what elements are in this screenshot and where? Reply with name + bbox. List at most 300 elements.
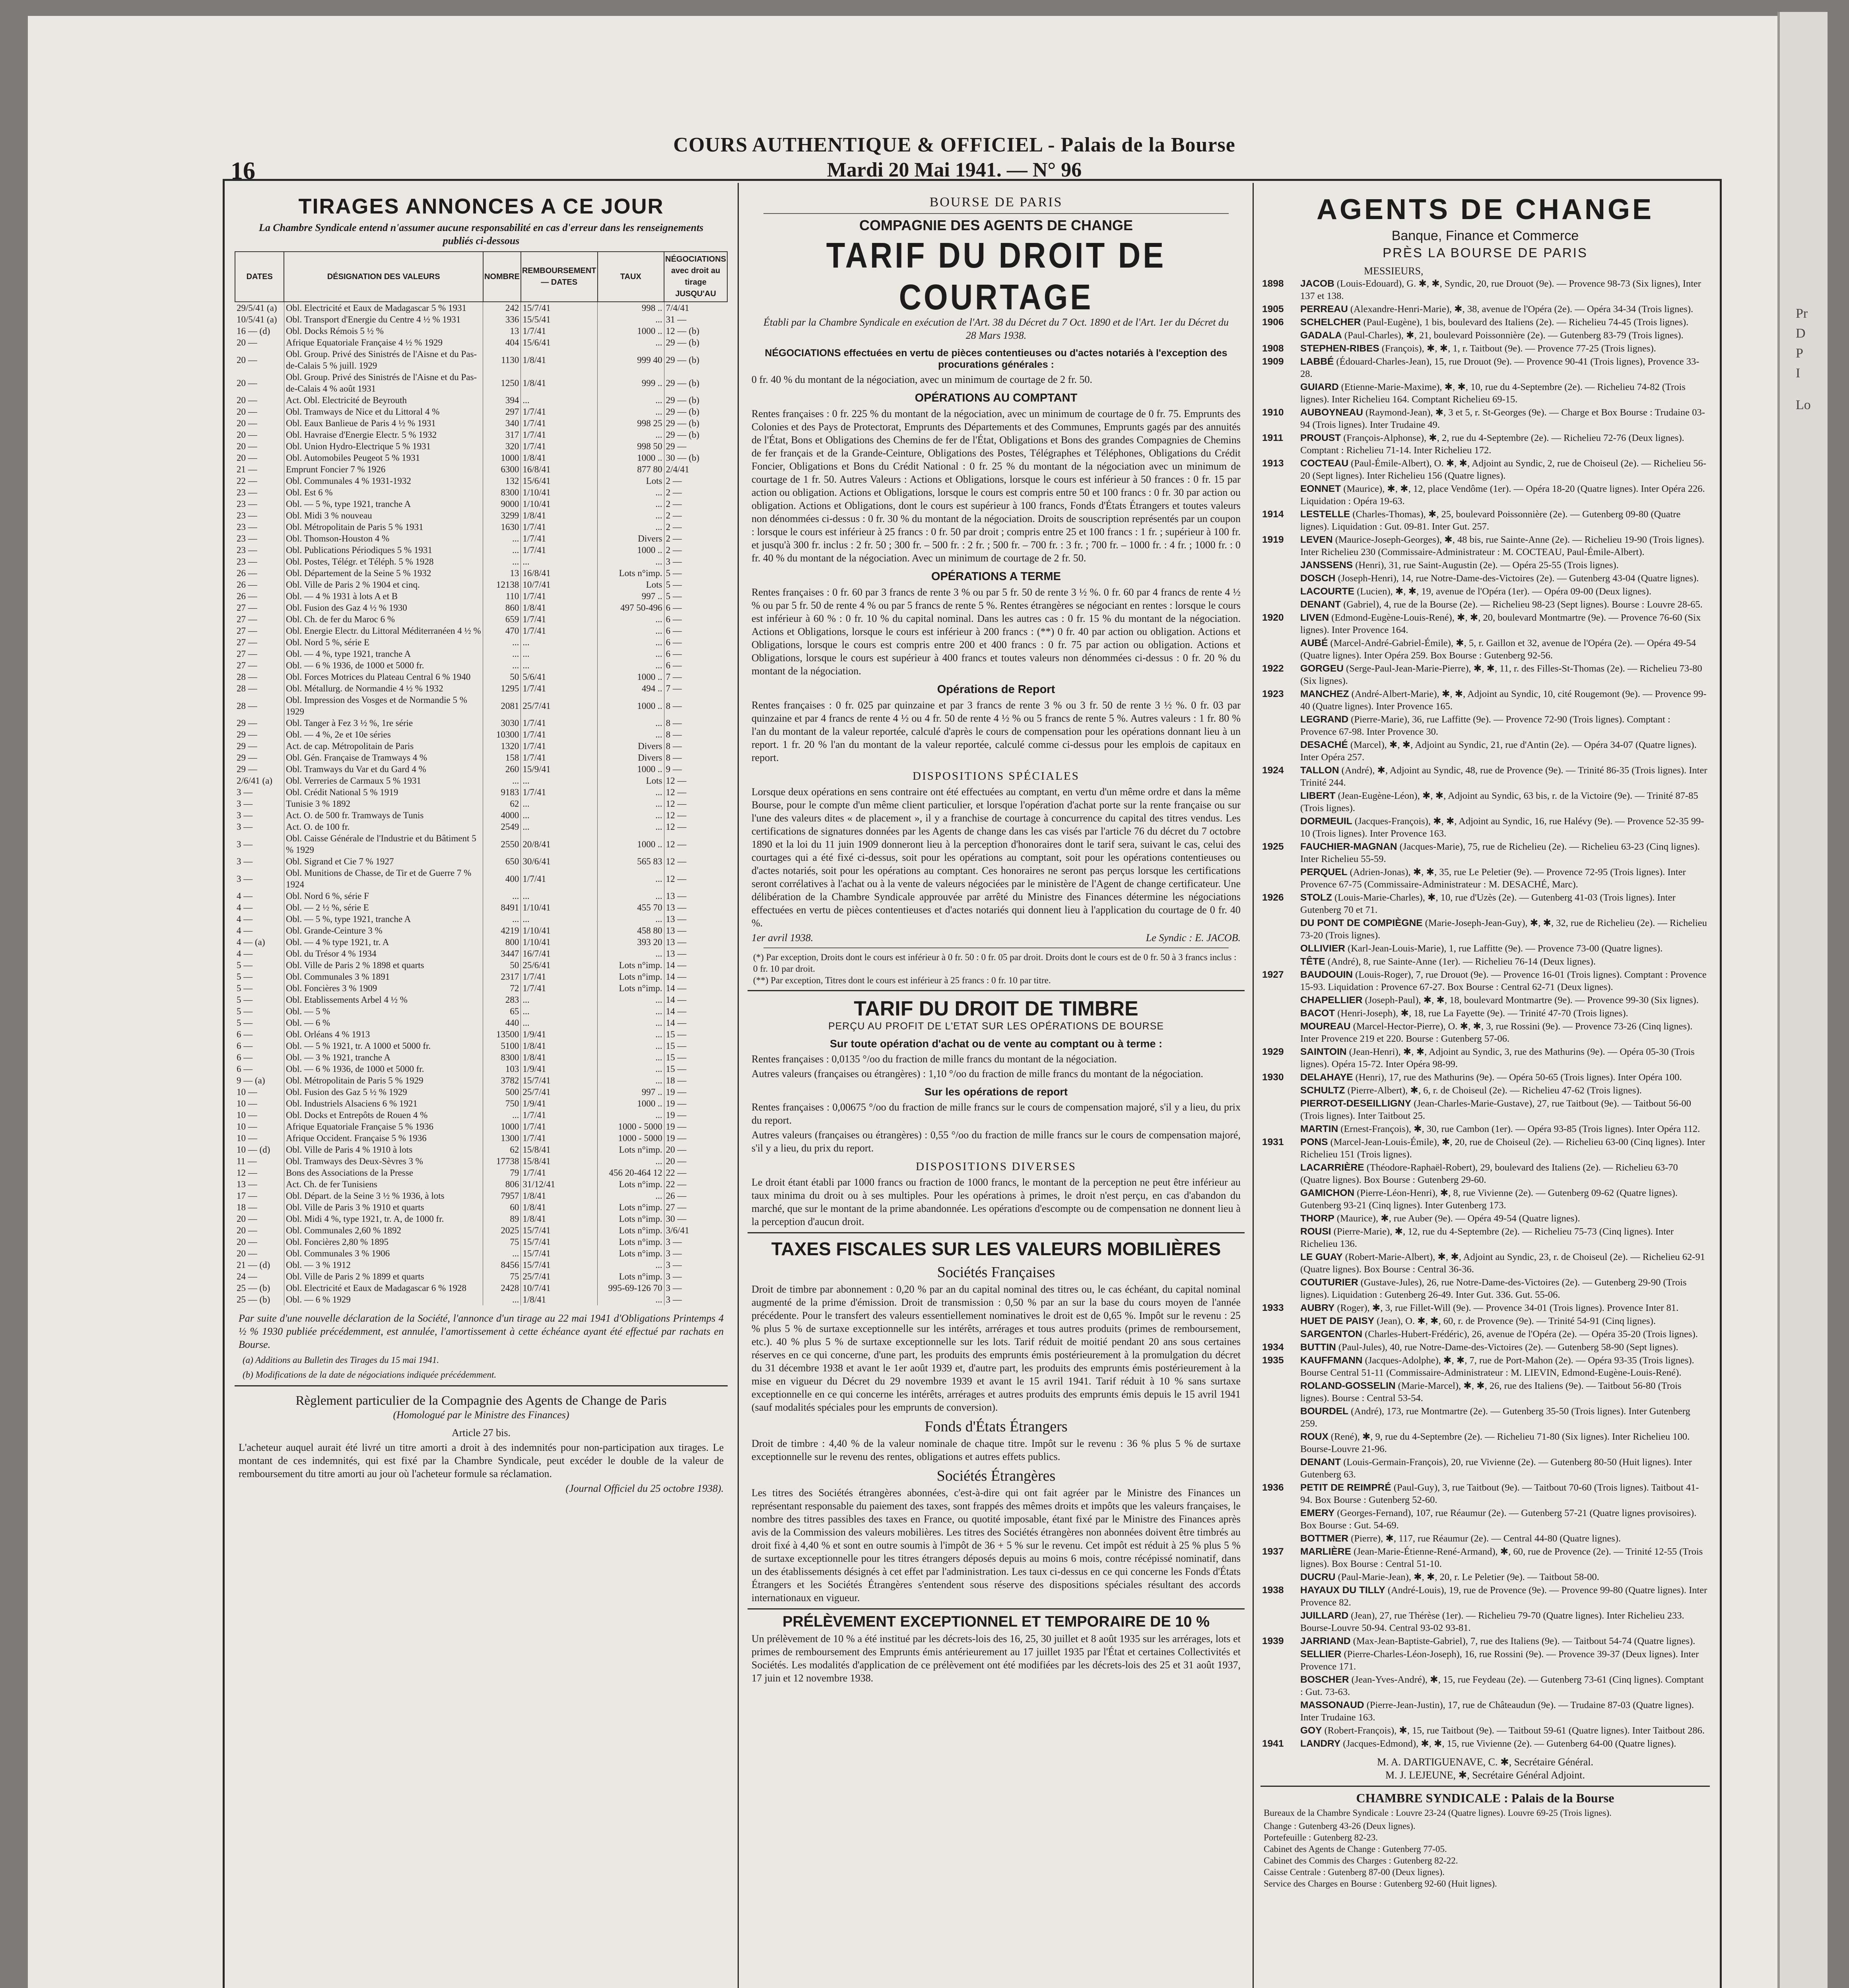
cell-taux: ... bbox=[598, 1259, 664, 1271]
courtage-date: 1er avril 1938. bbox=[752, 932, 814, 944]
table-row bbox=[235, 1225, 727, 1236]
cell-nombre: 75 bbox=[483, 1271, 521, 1282]
agent-year: 1926 bbox=[1262, 892, 1284, 903]
agent-details: (Marcel-André-Gabriel-Émile), ✱, 5, r. Gaillon et 32, avenue de l'Opéra (2e). — Opéra 49-54 (Quatre lignes). Inter Opéra 259. Box Bourse : Gutenberg 92-56. bbox=[1300, 638, 1696, 661]
table-row bbox=[235, 982, 727, 994]
list-item bbox=[1262, 1123, 1708, 1135]
cell-remb-date: 15/9/41 bbox=[521, 763, 598, 775]
agent-name: GAMICHON bbox=[1300, 1188, 1355, 1198]
cell-designation: Obl. Crédit National 5 % 1919 bbox=[284, 786, 483, 798]
table-row bbox=[235, 637, 727, 648]
agent-name: LEGRAND bbox=[1300, 714, 1349, 725]
agent-details: (Maurice-Joseph-Georges), ✱, 48 bis, rue Sainte-Anne (2e). — Richelieu 19-90 (Trois lignes). Inter Richelieu 230 (Commissaire-Administrateur : M. COCTEAU, Paul-Émile-Albert). bbox=[1300, 534, 1705, 557]
col-header-dates: DATES bbox=[235, 252, 284, 302]
cell-remb-date: ... bbox=[521, 637, 598, 648]
cell-date: 10 — bbox=[237, 1122, 257, 1132]
table-row bbox=[235, 683, 727, 694]
cell-nombre: 79 bbox=[483, 1167, 521, 1178]
reglement-article: Article 27 bis. bbox=[451, 1427, 511, 1439]
agent-name: HAYAUX DU TILLY bbox=[1300, 1585, 1385, 1596]
cell-designation: Obl. — 4 %, 2e et 10e séries bbox=[284, 729, 483, 740]
table-row bbox=[235, 1063, 727, 1075]
cell-taux: ... bbox=[598, 1155, 664, 1167]
cell-negociation: 12 — bbox=[664, 775, 727, 786]
cell-date: 10 — bbox=[237, 1099, 257, 1109]
cell-designation: Obl. Group. Privé des Sinistrés de l'Aisne et du Pas-de-Calais 4 % août 1931 bbox=[284, 371, 483, 394]
agent-details: (Paul-Jules), 40, rue Notre-Dame-des-Victoires (2e). — Gutenberg 58-90 (Sept lignes). bbox=[1338, 1342, 1678, 1353]
cell-designation: Obl. Est 6 % bbox=[284, 487, 483, 498]
agent-details: (Louis-Germain-François), 20, rue Vivienne (2e). — Gutenberg 80-50 (Huit lignes). Inter Gutenberg 63. bbox=[1300, 1457, 1692, 1480]
cell-date: 20 — bbox=[237, 378, 257, 388]
list-item bbox=[1262, 1341, 1708, 1353]
cell-remb-date: 1/7/41 bbox=[521, 521, 598, 533]
cell-nombre: 283 bbox=[483, 994, 521, 1006]
agent-details: (Paul-Guy), 3, rue Taitbout (9e). — Taitbout 70-60 (Trois lignes). Taitbout 41-94. Box Bourse : Gutenberg 52-60. bbox=[1300, 1482, 1699, 1505]
cell-nombre: 17738 bbox=[483, 1155, 521, 1167]
table-row bbox=[235, 498, 727, 510]
cell-remb-date: 1/10/41 bbox=[521, 498, 598, 510]
cell-date: 11 — bbox=[237, 1156, 257, 1166]
cell-negociation: 13 — bbox=[664, 936, 727, 948]
list-item bbox=[1262, 1161, 1708, 1186]
cell-nombre: ... bbox=[483, 556, 521, 567]
list-item bbox=[1262, 598, 1708, 611]
table-row bbox=[235, 348, 727, 371]
tirages-subtitle: La Chambre Syndicale entend n'assumer aucune responsabilité en cas d'erreur dans les renseignements publiés ci-dessous bbox=[258, 222, 704, 247]
cell-negociation: 12 — bbox=[664, 821, 727, 833]
cell-negociation: 13 — bbox=[664, 925, 727, 936]
cell-negociation: 29 — (b) bbox=[664, 337, 727, 348]
cell-designation: Obl. Fusion des Gaz 4 ½ % 1930 bbox=[284, 602, 483, 613]
cell-nombre: 75 bbox=[483, 1236, 521, 1248]
cell-date: 17 — bbox=[237, 1191, 257, 1201]
agent-name: PERQUEL bbox=[1300, 867, 1348, 878]
agent-name: AUBOYNEAU bbox=[1300, 407, 1363, 418]
list-item bbox=[1262, 572, 1708, 584]
agent-name: LANDRY bbox=[1300, 1738, 1341, 1749]
agent-name: GADALA bbox=[1300, 330, 1342, 341]
agent-name: LESTELLE bbox=[1300, 509, 1350, 520]
cell-date: 27 — bbox=[237, 614, 257, 624]
list-item bbox=[1262, 1380, 1708, 1404]
cell-remb-date: 1/10/41 bbox=[521, 925, 598, 936]
agent-year: 1911 bbox=[1262, 433, 1284, 443]
cell-nombre: 750 bbox=[483, 1098, 521, 1109]
cell-nombre: 2550 bbox=[483, 833, 521, 856]
cell-nombre: 13 bbox=[483, 325, 521, 337]
cell-nombre: 800 bbox=[483, 936, 521, 948]
cell-date: 29 — bbox=[237, 741, 257, 751]
cell-negociation: 13 — bbox=[664, 913, 727, 925]
agent-details: (Max-Jean-Baptiste-Gabriel), 7, rue des Italiens (9e). — Taitbout 54-74 (Quatre lignes). bbox=[1353, 1636, 1696, 1646]
list-item bbox=[1262, 688, 1708, 712]
agent-name: AUBRY bbox=[1300, 1303, 1335, 1313]
cell-nombre: 89 bbox=[483, 1213, 521, 1225]
masthead-title: COURS AUTHENTIQUE & OFFICIEL - Palais de la Bourse bbox=[673, 134, 1235, 156]
table-row bbox=[235, 971, 727, 982]
cell-negociation: 15 — bbox=[664, 1052, 727, 1063]
cell-negociation: 14 — bbox=[664, 1006, 727, 1017]
cell-negociation: 15 — bbox=[664, 1029, 727, 1040]
cell-date: 5 — bbox=[237, 995, 253, 1005]
cell-designation: Obl. — 4 %, type 1921, tranche A bbox=[284, 648, 483, 660]
cell-date: 23 — bbox=[237, 534, 257, 544]
cell-date: 23 — bbox=[237, 511, 257, 520]
cell-nombre: 650 bbox=[483, 856, 521, 867]
list-item bbox=[1262, 1046, 1708, 1070]
page-number: 16 bbox=[231, 157, 255, 184]
cell-designation: Bons des Associations de la Presse bbox=[284, 1167, 483, 1178]
cell-date: 27 — bbox=[237, 660, 257, 670]
cell-remb-date: 1/7/41 bbox=[521, 786, 598, 798]
cell-nombre: 340 bbox=[483, 417, 521, 429]
cell-negociation: 3/6/41 bbox=[664, 1225, 727, 1236]
cell-taux: ... bbox=[598, 637, 664, 648]
cell-designation: Obl. Munitions de Chasse, de Tir et de Guerre 7 % 1924 bbox=[284, 867, 483, 890]
agent-name: LEVEN bbox=[1300, 534, 1333, 545]
agents-subtitle: Banque, Finance et Commerce bbox=[1391, 228, 1579, 243]
cell-date: 10 — bbox=[237, 1087, 257, 1097]
list-item bbox=[1262, 534, 1708, 558]
cell-nombre: 659 bbox=[483, 613, 521, 625]
table-row bbox=[235, 902, 727, 913]
cell-remb-date: 1/7/41 bbox=[521, 325, 598, 337]
agent-name: LE GUAY bbox=[1300, 1252, 1343, 1262]
cell-nombre: 317 bbox=[483, 429, 521, 441]
agents-secretary-general: M. A. DARTIGUENAVE, C. ✱, Secrétaire Général. bbox=[1377, 1756, 1593, 1768]
agent-details: (Marcel), ✱, ✱, Adjoint au Syndic, 21, rue d'Antin (2e). — Opéra 34-07 (Quatre lignes). Inter Opéra 257. bbox=[1300, 740, 1697, 763]
agent-details: (François), ✱, ✱, 1, r. Taitbout (9e). — Provence 77-25 (Trois lignes). bbox=[1381, 343, 1656, 354]
agent-name: MARLIÈRE bbox=[1300, 1546, 1351, 1557]
agent-details: (Serge-Paul-Jean-Marie-Pierre), ✱, ✱, 11, r. des Filles-St-Thomas (2e). — Richelieu 73-80 (Six lignes). bbox=[1300, 663, 1702, 686]
cell-nombre: 2081 bbox=[483, 694, 521, 717]
cell-nombre: 470 bbox=[483, 625, 521, 637]
list-item bbox=[1262, 406, 1708, 431]
table-row bbox=[235, 948, 727, 959]
cell-remb-date: 10/7/41 bbox=[521, 1282, 598, 1294]
agent-details: (Jean), 27, rue Thérèse (1er). — Richelieu 79-70 (Quatre lignes). Inter Richelieu 233. Bourse-Louvre 50-94. Central 93-02 93-81. bbox=[1300, 1610, 1684, 1633]
list-item bbox=[1262, 866, 1708, 891]
agent-year: 1936 bbox=[1262, 1482, 1284, 1493]
chambre-line: Caisse Centrale : Gutenberg 87-00 (Deux lignes). bbox=[1264, 1867, 1445, 1877]
divider bbox=[748, 990, 1245, 991]
cell-designation: Obl. Group. Privé des Sinistrés de l'Aisne et du Pas-de-Calais 5 % juill. 1929 bbox=[284, 348, 483, 371]
cell-taux: Lots n°imp. bbox=[598, 1271, 664, 1282]
cell-designation: Obl. Ville de Paris 2 % 1904 et cinq. bbox=[284, 579, 483, 590]
cell-taux: ... bbox=[598, 994, 664, 1006]
timbre-div-heading: DISPOSITIONS DIVERSES bbox=[916, 1160, 1076, 1173]
cell-taux: Lots bbox=[598, 579, 664, 590]
cell-taux: Lots n°imp. bbox=[598, 567, 664, 579]
chambre-line: Portefeuille : Gutenberg 82-23. bbox=[1264, 1833, 1378, 1842]
agents-title: AGENTS DE CHANGE bbox=[1316, 194, 1654, 225]
column-agents bbox=[1261, 187, 1710, 1988]
cell-taux: ... bbox=[598, 429, 664, 441]
cell-designation: Obl. Nord 6 %, série F bbox=[284, 890, 483, 902]
list-item bbox=[1262, 917, 1708, 942]
cell-date: 29/5/41 (a) bbox=[237, 303, 277, 313]
cell-designation: Obl. Docks Rémois 5 ½ % bbox=[284, 325, 483, 337]
list-item bbox=[1262, 1673, 1708, 1698]
taxes-s1-text: Droit de timbre par abonnement : 0,20 % par an du capital nominal des titres ou, le cas échéant, du capital nominal augmenté de la prime d'émission. Droit de transmission : 0,50 % par an sur la base du cours moyen de l'année précédente. Pour le transfert des valeurs essentiellement nominatives le droit est de 0,65 %. Impôt sur le revenu : 25 % plus 5 % de surtaxe exceptionnelle sur les intérêts, arrérages et tous autres produits (primes de remboursement, etc.). 40 % plus 5 % de surtaxe exceptionnelle sur les lots. Tarif réduit de moitié pendant 20 ans sous certaines réserves en ce qui concerne, d'une part, les produits des emprunts émis postérieurement à la promulgation du décret du 31 décembre 1938 et avant le 1er août 1939 et, d'autre part, les produits des emprunts émis postérieurement à la mise en vigueur du Décret du 29 novembre 1939 et avant le 15 avril 1941. Tarif réduit à 10 % sans surtaxe exceptionnelle en ce qui concerne les intérêts, arrérages et autres produits des emprunts émis depuis le 15 avril 1941 (sauf modalités spéciales pour les emprunts de conversion). bbox=[752, 1283, 1241, 1413]
agent-name: LACOURTE bbox=[1300, 586, 1355, 597]
table-row bbox=[235, 417, 727, 429]
list-item bbox=[1262, 1315, 1708, 1327]
cell-date: 29 — bbox=[237, 718, 257, 728]
agent-details: (Marcel-Jean-Louis-Émile), ✱, 20, rue de Choiseul (2e). — Richelieu 63-00 (Cinq lignes). Inter Richelieu 151 (Trois lignes). bbox=[1300, 1137, 1705, 1160]
cell-remb-date: 1/10/41 bbox=[521, 487, 598, 498]
cell-remb-date: 1/9/41 bbox=[521, 1029, 598, 1040]
cell-negociation: 12 — bbox=[664, 867, 727, 890]
cell-negociation: 6 — bbox=[664, 637, 727, 648]
agent-details: (Charles-Hubert-Frédéric), 26, avenue de l'Opéra (2e). — Opéra 35-20 (Trois lignes). bbox=[1365, 1329, 1698, 1340]
agent-year: 1908 bbox=[1262, 343, 1284, 354]
cell-negociation: 6 — bbox=[664, 660, 727, 671]
cell-taux: ... bbox=[598, 1017, 664, 1029]
table-row bbox=[235, 544, 727, 556]
cell-date: 10 — bbox=[237, 1133, 257, 1143]
agent-name: GOY bbox=[1300, 1725, 1322, 1736]
cell-date: 22 — bbox=[237, 476, 257, 486]
agent-name: DOSCH bbox=[1300, 573, 1336, 584]
chambre-line: Change : Gutenberg 43-26 (Deux lignes). bbox=[1264, 1821, 1416, 1831]
taxes-s3-heading: Sociétés Étrangères bbox=[936, 1468, 1056, 1484]
cell-negociation: 14 — bbox=[664, 1017, 727, 1029]
cell-negociation: 12 — bbox=[664, 798, 727, 810]
agent-name: DESACHÉ bbox=[1300, 740, 1348, 750]
table-row bbox=[235, 775, 727, 786]
cell-taux: 998 25 bbox=[598, 417, 664, 429]
cell-taux: 877 80 bbox=[598, 464, 664, 475]
cell-date: 26 — bbox=[237, 591, 257, 601]
table-row bbox=[235, 798, 727, 810]
table-row bbox=[235, 1121, 727, 1132]
cell-designation: Obl. Nord 5 %, série E bbox=[284, 637, 483, 648]
cell-remb-date: ... bbox=[521, 821, 598, 833]
table-row bbox=[235, 579, 727, 590]
courtage-company: COMPAGNIE DES AGENTS DE CHANGE bbox=[859, 217, 1133, 233]
agent-name: COCTEAU bbox=[1300, 458, 1349, 469]
timbre-subtitle: PERÇU AU PROFIT DE L'ETAT SUR LES OPÉRATIONS DE BOURSE bbox=[828, 1021, 1164, 1032]
cell-taux: ... bbox=[598, 337, 664, 348]
cell-date: 2/6/41 (a) bbox=[237, 776, 273, 786]
cell-taux: ... bbox=[598, 613, 664, 625]
table-row bbox=[235, 1155, 727, 1167]
cell-remb-date: 1/7/41 bbox=[521, 752, 598, 763]
cell-designation: Obl. Havraise d'Energie Electr. 5 % 1932 bbox=[284, 429, 483, 441]
cell-nombre: 65 bbox=[483, 1006, 521, 1017]
cell-taux: 1000 .. bbox=[598, 325, 664, 337]
table-row bbox=[235, 913, 727, 925]
cell-negociation: 7/4/41 bbox=[664, 302, 727, 314]
cell-taux: ... bbox=[598, 1052, 664, 1063]
list-item bbox=[1262, 1699, 1708, 1724]
cell-remb-date: 1/7/41 bbox=[521, 729, 598, 740]
agent-year: 1920 bbox=[1262, 612, 1284, 623]
cell-date: 25 — (b) bbox=[237, 1295, 270, 1305]
list-item bbox=[1262, 1532, 1708, 1545]
cell-date: 3 — bbox=[237, 822, 253, 832]
agent-name: TÊTE bbox=[1300, 956, 1325, 967]
cell-remb-date: 15/6/41 bbox=[521, 337, 598, 348]
cell-nombre: 12138 bbox=[483, 579, 521, 590]
agent-details: (Robert-Marie-Albert), ✱, ✱, Adjoint au Syndic, 23, r. de Choiseul (2e). — Richelieu 62-91 (Quatre lignes). Box Bourse : Central 36-36. bbox=[1300, 1252, 1705, 1275]
cell-nombre: ... bbox=[483, 544, 521, 556]
cell-remb-date: 1/8/41 bbox=[521, 1040, 598, 1052]
cell-taux: ... bbox=[598, 913, 664, 925]
cell-nombre: 404 bbox=[483, 337, 521, 348]
cell-negociation: 5 — bbox=[664, 590, 727, 602]
agent-details: (Gabriel), 4, rue de la Bourse (2e). — Richelieu 98-23 (Sept lignes). Bourse : Louvre 28-65. bbox=[1343, 599, 1703, 610]
cell-remb-date: ... bbox=[521, 810, 598, 821]
courtage-sec2-text: Rentes françaises : 0 fr. 225 % du montant de la négociation, avec un minimum de courtage de 0 fr. 75. Emprunts des Colonies et des Pays de Protectorat, Emprunts des Départements et des Communes, Emprunts gagés par des annuités de l'État, Bons et Obligations des Chemins de fer de l'État, Obligations et Bons des grandes Compagnies de Chemins de fer français et de la Grande-Ceinture, Obligations des Postes, Télégraphes et Téléphones, Obligations du Crédit Foncier, Obligations et Bons du Crédit National : 0 fr. 25 % du montant de la négociation avec un minimum de courtage de 1 fr. 50. Autres Valeurs : Actions et Obligations, lorsque le cours est inférieur à 50 frances : 0 fr. 15 par action ou obligation. Actions et Obligations, lorsque le cours est compris entre 50 et 100 francs : 0 fr. 30 par action ou obligation. Actions et Obligations, dont le cours est supérieur à 100 francs, Fonds d'États Étrangers et toutes valeurs non dénommées ci-dessus : 0 fr. 30 % du montant de la négociation. Droits de souscription représentés par un coupon : lorsque le cours est inférieur à 25 francs : 0 fr. 50 par droit ; compris entre 25 et 100 francs : 1 fr. ; supérieur à 100 fr. et jusqu'à 300 fr. inclus : 2 fr. 50 ; 300 fr. – 500 fr. : 2 fr. ; 500 fr. – 700 fr. : 3 fr. ; 700 fr. – 1000 fr. : 4 fr. ; 1000 fr. : 0 fr. 40 % du montant de la négociation. Avec un minimum de courtage de 2 fr. 50. bbox=[752, 408, 1241, 564]
cell-designation: Obl. Métropolitain de Paris 5 % 1931 bbox=[284, 521, 483, 533]
cell-designation: Obl. Energie Electr. du Littoral Méditerranéen 4 ½ % bbox=[284, 625, 483, 637]
cell-taux: ... bbox=[598, 660, 664, 671]
agent-details: (Edmond-Eugène-Louis-René), ✱, ✱, 20, boulevard Montmartre (9e). — Provence 76-60 (Six lignes). Inter Provence 164. bbox=[1300, 612, 1701, 635]
agent-name: BOURDEL bbox=[1300, 1406, 1349, 1417]
cell-nombre: 132 bbox=[483, 475, 521, 487]
cell-remb-date: 15/7/41 bbox=[521, 1075, 598, 1086]
table-row bbox=[235, 429, 727, 441]
column-rule bbox=[738, 183, 739, 1988]
list-item bbox=[1262, 1097, 1708, 1122]
courtage-title: TARIF DU DROIT DE COURTAGE bbox=[826, 235, 1166, 317]
agent-name: MARTIN bbox=[1300, 1124, 1338, 1134]
list-item bbox=[1262, 329, 1708, 342]
table-row bbox=[235, 936, 727, 948]
cell-date: 3 — bbox=[237, 839, 253, 849]
cell-date: 6 — bbox=[237, 1029, 253, 1039]
cell-date: 4 — bbox=[237, 914, 253, 924]
table-row bbox=[235, 890, 727, 902]
column-tirages bbox=[235, 187, 728, 1988]
list-item bbox=[1262, 1609, 1708, 1634]
cell-negociation: 19 — bbox=[664, 1098, 727, 1109]
cell-remb-date: 1/7/41 bbox=[521, 406, 598, 417]
table-row bbox=[235, 1236, 727, 1248]
agent-year: 1933 bbox=[1262, 1303, 1284, 1313]
cell-date: 23 — bbox=[237, 487, 257, 497]
cell-designation: Obl. Electricité et Eaux de Madagascar 6 % 1928 bbox=[284, 1282, 483, 1294]
divider bbox=[763, 947, 1229, 948]
cell-negociation: 19 — bbox=[664, 1086, 727, 1098]
agent-name: LIBERT bbox=[1300, 790, 1336, 801]
cell-date: 4 — bbox=[237, 891, 253, 901]
agent-name: DELAHAYE bbox=[1300, 1072, 1353, 1083]
cell-designation: Act. Obl. Electricité de Beyrouth bbox=[284, 394, 483, 406]
cell-remb-date: 1/7/41 bbox=[521, 590, 598, 602]
cell-nombre: 60 bbox=[483, 1202, 521, 1213]
table-row bbox=[235, 1017, 727, 1029]
table-row bbox=[235, 786, 727, 798]
table-row bbox=[235, 810, 727, 821]
cell-taux: 458 80 bbox=[598, 925, 664, 936]
list-item bbox=[1262, 1507, 1708, 1532]
cell-designation: Obl. Ville de Paris 4 % 1910 à lots bbox=[284, 1144, 483, 1155]
agent-year: 1930 bbox=[1262, 1072, 1284, 1083]
table-row bbox=[235, 821, 727, 833]
tirages-header-row bbox=[235, 252, 727, 302]
courtage-syndic: Le Syndic : E. JACOB. bbox=[1146, 932, 1241, 944]
cell-remb-date: 25/7/41 bbox=[521, 694, 598, 717]
cell-date: 3 — bbox=[237, 787, 253, 797]
cell-nombre: 110 bbox=[483, 590, 521, 602]
cell-nombre: 320 bbox=[483, 441, 521, 452]
cell-nombre: 7957 bbox=[483, 1190, 521, 1202]
courtage-sec4-text: Rentes françaises : 0 fr. 025 par quinzaine et par 3 francs de rente 3 % ou 3 fr. 50 de rente 3 ½ %. 0 fr. 03 par quinzaine et par 4 francs de rente 4 ½ ou 4 fr. 50 de rente 4 ½ % ou 5 francs de rente 5 %. Autres valeurs : 1 fr. 80 % l'an du montant de la valeur reportée, calculé d'après le cours de compensation pour les opérations donnant lieu à un report. 1 fr. 20 % l'an du montant de la valeur reportée, calculé comme ci-dessus pour les emplois de capitaux en report. bbox=[752, 699, 1241, 763]
cell-remb-date: 1/7/41 bbox=[521, 625, 598, 637]
agent-details: (Etienne-Marie-Maxime), ✱, ✱, 10, rue du 4-Septembre (2e). — Richelieu 74-82 (Trois lignes). Inter Richelieu 164. Comptant Richelieu 69-15. bbox=[1300, 382, 1686, 405]
cell-negociation: 6 — bbox=[664, 602, 727, 613]
cell-remb-date: 15/7/41 bbox=[521, 1225, 598, 1236]
cell-remb-date: 31/12/41 bbox=[521, 1178, 598, 1190]
cell-negociation: 13 — bbox=[664, 948, 727, 959]
agent-name: SCHELCHER bbox=[1300, 317, 1361, 328]
cell-nombre: 3299 bbox=[483, 510, 521, 521]
table-row bbox=[235, 302, 727, 314]
cell-designation: Obl. — 5 %, type 1921, tranche A bbox=[284, 498, 483, 510]
cell-negociation: 20 — bbox=[664, 1144, 727, 1155]
chambre-title: CHAMBRE SYNDICALE : Palais de la Bourse bbox=[1356, 1791, 1614, 1805]
cell-negociation: 3 — bbox=[664, 1236, 727, 1248]
taxes-title: TAXES FISCALES SUR LES VALEURS MOBILIÈRES bbox=[771, 1239, 1221, 1259]
cell-remb-date: 1/7/41 bbox=[521, 867, 598, 890]
cell-remb-date: 1/9/41 bbox=[521, 1098, 598, 1109]
agent-details: (André), 173, rue Montmartre (2e). — Gutenberg 35-50 (Trois lignes). Inter Gutenberg 259. bbox=[1300, 1406, 1690, 1429]
cell-negociation: 19 — bbox=[664, 1109, 727, 1121]
cell-remb-date: 1/7/41 bbox=[521, 417, 598, 429]
list-item bbox=[1262, 969, 1708, 993]
cell-nombre: 62 bbox=[483, 798, 521, 810]
cell-negociation: 19 — bbox=[664, 1121, 727, 1132]
agent-name: JARRIAND bbox=[1300, 1636, 1351, 1646]
cell-designation: Obl. Midi 3 % nouveau bbox=[284, 510, 483, 521]
cell-date: 3 — bbox=[237, 874, 253, 884]
list-item bbox=[1262, 1584, 1708, 1609]
cell-date: 21 — (d) bbox=[237, 1260, 270, 1270]
cell-negociation: 15 — bbox=[664, 1040, 727, 1052]
table-row bbox=[235, 625, 727, 637]
cell-designation: Obl. Département de la Seine 5 % 1932 bbox=[284, 567, 483, 579]
cell-taux: 1000 .. bbox=[598, 452, 664, 464]
agent-details: (Jean-Marie-Étienne-René-Armand), ✱, 60, rue de Provence (2e). — Trinité 12-55 (Trois lignes). Box Bourse : Central 51-10. bbox=[1300, 1546, 1703, 1569]
cell-designation: Obl. Caisse Générale de l'Industrie et du Bâtiment 5 % 1929 bbox=[284, 833, 483, 856]
table-row bbox=[235, 1109, 727, 1121]
cell-taux: ... bbox=[598, 1190, 664, 1202]
cell-designation: Obl. Ville de Paris 2 % 1898 et quarts bbox=[284, 959, 483, 971]
agent-details: (Henri-Joseph), ✱, 18, rue La Fayette (9e). — Trinité 47-70 (Trois lignes). bbox=[1337, 1008, 1628, 1019]
cell-negociation: 14 — bbox=[664, 982, 727, 994]
cell-designation: Obl. Métallurg. de Normandie 4 ½ % 1932 bbox=[284, 683, 483, 694]
cell-date: 9 — (a) bbox=[237, 1076, 265, 1085]
list-item bbox=[1262, 1020, 1708, 1045]
cell-nombre: 8491 bbox=[483, 902, 521, 913]
cell-designation: Obl. Automobiles Peugeot 5 % 1931 bbox=[284, 452, 483, 464]
cell-taux: 997 .. bbox=[598, 1086, 664, 1098]
cell-nombre: 806 bbox=[483, 1178, 521, 1190]
list-item bbox=[1262, 1071, 1708, 1083]
timbre-div-text: Le droit étant établi par 1000 francs ou fraction de 1000 francs, le montant de la perception ne peut être inférieur au taux minima du droit ou à ses multiples. Pour les opérations à primes, le droit n'est perçu, en cas d'abandon du marché, que sur le montant de la prime abandonnée. Les opérations d'escompte ou de compensation ne donnent lieu à la perception d'aucun droit. bbox=[752, 1176, 1241, 1227]
cell-taux: ... bbox=[598, 717, 664, 729]
cell-designation: Obl. Union Hydro-Electrique 5 % 1931 bbox=[284, 441, 483, 452]
table-row bbox=[235, 1213, 727, 1225]
list-item bbox=[1262, 1007, 1708, 1019]
courtage-sec4-heading: Opérations de Report bbox=[937, 683, 1055, 696]
cell-negociation: 13 — bbox=[664, 902, 727, 913]
cell-date: 5 — bbox=[237, 1006, 253, 1016]
cell-date: 27 — bbox=[237, 637, 257, 647]
